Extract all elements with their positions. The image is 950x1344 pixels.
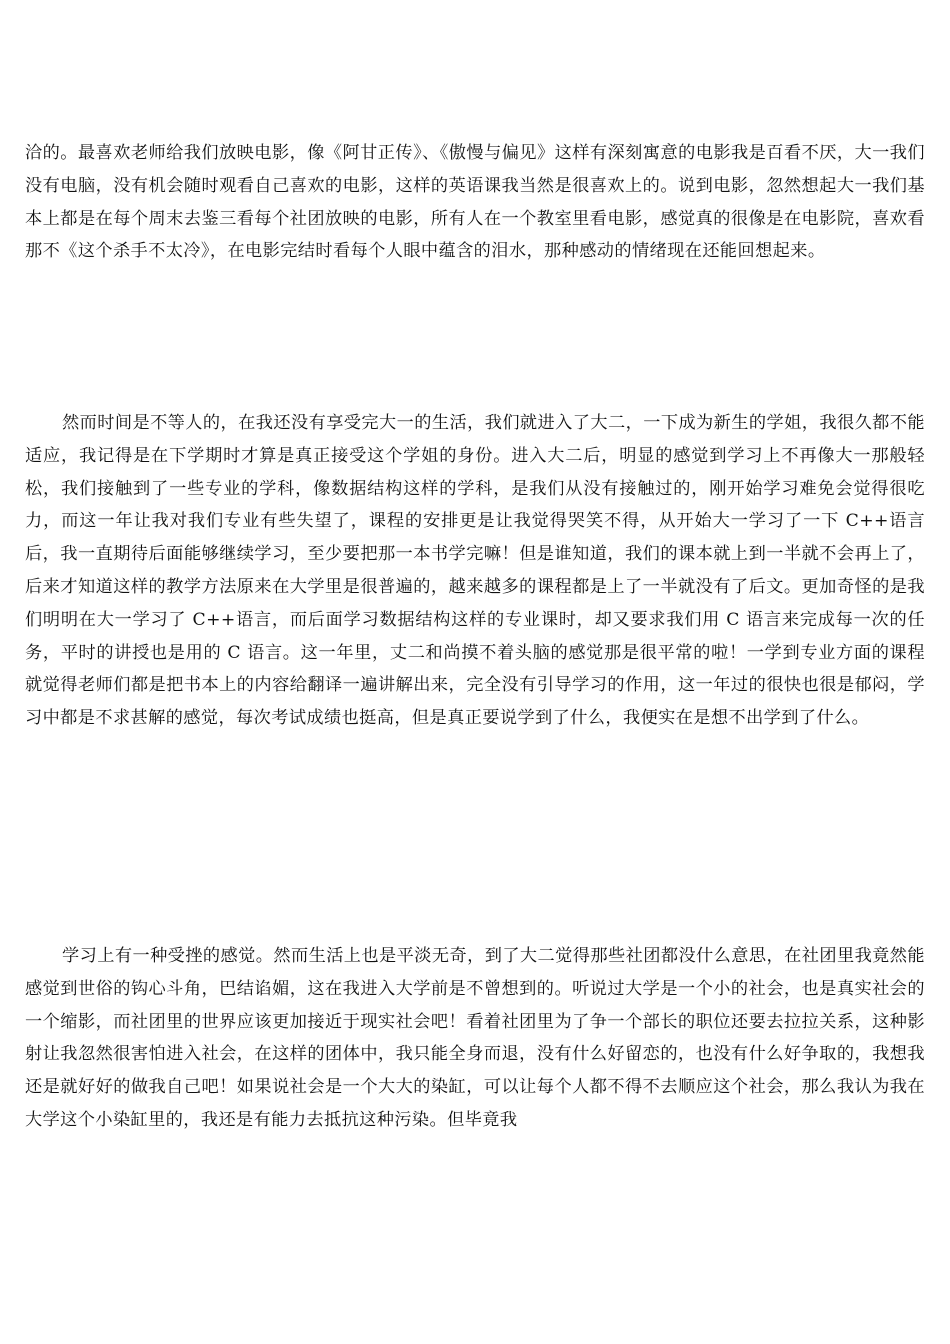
paragraph-2: 然而时间是不等人的，在我还没有享受完大一的生活，我们就进入了大二，一下成为新生的学姐，我很久都不能适应，我记得是在下学期时才算是真正接受这个学姐的身份。进入大二后，明显的感觉到学习上不再像大一那般轻松，我们接触到了一些专业的学科，像数据结构这样的学科，是我们从没有接触过的，刚开始学习难免会觉得很吃力，而这一年让我对我们专业有些失望了，课程的安排更是让我觉得哭笑不得，从开始大一学习了一下 C++语言后，我一直期待后面能够继续学习，至少要把那一本书学完嘛！但是谁知道，我们的课本就上到一半就不会再上了，后来才知道这样的教学方法原来在大学里是很普遍的，越来越多的课程都是上了一半就没有了后文。更加奇怪的是我们明明在大一学习了 C++语言，而后面学习数据结构这样的专业课时，却又要求我们用 C 语言来完成每一次的任务，平时的讲授也是用的 C 语言。这一年里，丈二和尚摸不着头脑的感觉那是很平常的啦！一学到专业方面的课程就觉得老师们都是把书本上的内容给翻译一遍讲解出来，完全没有引导学习的作用，这一年过的很快也很是郁闷，学习中都是不求甚解的感觉，每次考试成绩也挺高，但是真正要说学到了什么，我便实在是想不出学到了什么。 bbox=[25, 413, 925, 729]
paragraph-3: 学习上有一种受挫的感觉。然而生活上也是平淡无奇，到了大二觉得那些社团都没什么意思，在社团里我竟然能感觉到世俗的钩心斗角，巴结谄媚，这在我进入大学前是不曾想到的。听说过大学是一个小的社会，也是真实社会的一个缩影，而社团里的世界应该更加接近于现实社会吧！看着社团里为了争一个部长的职位还要去拉拉关系，这种影射让我忽然很害怕进入社会，在这样的团体中，我只能全身而退，没有什么好留恋的，也没有什么好争取的，我想我还是就好好的做我自己吧！如果说社会是一个大大的染缸，可以让每个人都不得不去顺应这个社会，那么我认为我在大学这个小染缸里的，我还是有能力去抵抗这种污染。但毕竟我 bbox=[25, 946, 925, 1130]
paragraph-1: 洽的。最喜欢老师给我们放映电影，像《阿甘正传》、《傲慢与偏见》这样有深刻寓意的电影我是百看不厌，大一我们没有电脑，没有机会随时观看自己喜欢的电影，这样的英语课我当然是很喜欢上的。说到电影，忽然想起大一我们基本上都是在每个周末去鉴三看每个社团放映的电影，所有人在一个教室里看电影，感觉真的很像是在电影院，喜欢看那不《这个杀手不太冷》，在电影完结时看每个人眼中蕴含的泪水，那种感动的情绪现在还能回想起来。 bbox=[25, 143, 925, 262]
